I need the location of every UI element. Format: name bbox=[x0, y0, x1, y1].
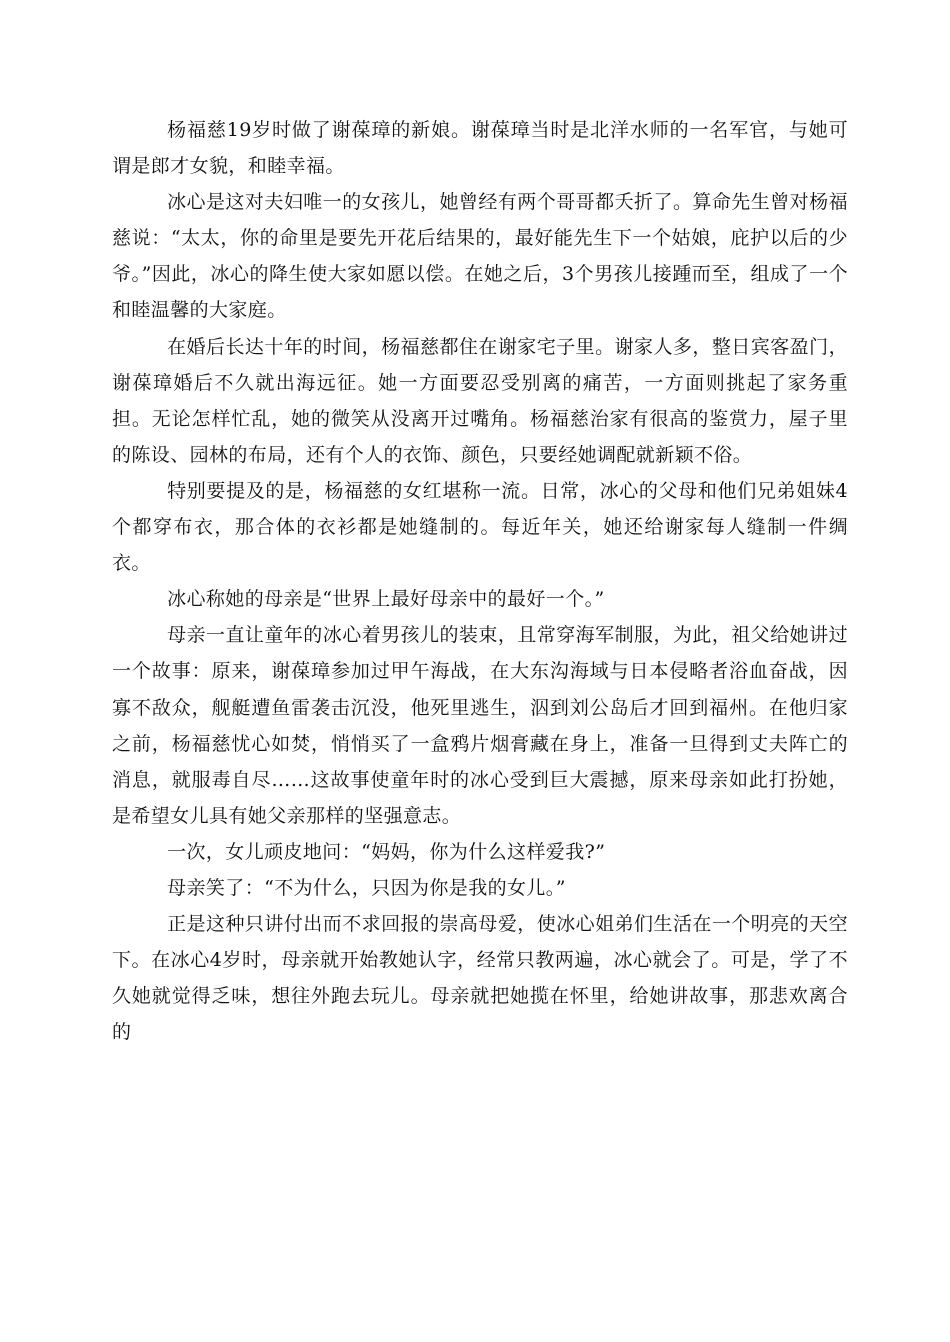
paragraph-2: 冰心是这对夫妇唯一的女孩儿，她曾经有两个哥哥都夭折了。算命先生曾对杨福慈说：“太太，你的命里是要先开花后结果的，最好能先生下一个姑娘，庇护以后的少爷。”因此，冰心的降生使大家如愿以偿。在她之后，3个男孩儿接踵而至，组成了一个和睦温馨的大家庭。 bbox=[112, 191, 848, 322]
paragraph-4: 特别要提及的是，杨福慈的女红堪称一流。日常，冰心的父母和他们兄弟姐妹4个都穿布衣，那合体的衣衫都是她缝制的。每近年关，她还给谢家每人缝制一件绸衣。 bbox=[112, 479, 848, 575]
paragraph-8: 母亲笑了：“不为什么，只因为你是我的女儿。” bbox=[167, 876, 566, 899]
paragraph-7: 一次，女儿顽皮地问：“妈妈，你为什么这样爱我?” bbox=[167, 840, 606, 863]
article-body bbox=[112, 112, 848, 1050]
paragraph-5: 冰心称她的母亲是“世界上最好母亲中的最好一个。” bbox=[167, 588, 605, 611]
paragraph-9: 正是这种只讲付出而不求回报的崇高母爱，使冰心姐弟们生活在一个明亮的天空下。在冰心4岁时，母亲就开始教她认字，经常只教两遍，冰心就会了。可是，学了不久她就觉得乏味，想往外跑去玩儿。母亲就把她揽在怀里，给她讲故事，那悲欢离合的 bbox=[112, 913, 848, 1044]
paragraph-6: 母亲一直让童年的冰心着男孩儿的装束，且常穿海军制服，为此，祖父给她讲过一个故事：原来，谢葆璋参加过甲午海战，在大东沟海域与日本侵略者浴血奋战，因寡不敌众，舰艇遭鱼雷袭击沉没，他死里逃生，泅到刘公岛后才回到福州。在他归家之前，杨福慈忧心如焚，悄悄买了一盒鸦片烟膏藏在身上，准备一旦得到丈夫阵亡的消息，就服毒自尽……这故事使童年时的冰心受到巨大震撼，原来母亲如此打扮她，是希望女儿具有她父亲那样的坚强意志。 bbox=[112, 624, 848, 827]
paragraph-3: 在婚后长达十年的时间，杨福慈都住在谢家宅子里。谢家人多，整日宾客盈门，谢葆璋婚后不久就出海远征。她一方面要忍受别离的痛苦，一方面则挑起了家务重担。无论怎样忙乱，她的微笑从没离开过嘴角。杨福慈治家有很高的鉴赏力，屋子里的陈设、园林的布局，还有个人的衣饰、颜色，只要经她调配就新颖不俗。 bbox=[112, 335, 848, 466]
paragraph-1: 杨福慈19岁时做了谢葆璋的新娘。谢葆璋当时是北洋水师的一名军官，与她可谓是郎才女貌，和睦幸福。 bbox=[112, 119, 848, 178]
